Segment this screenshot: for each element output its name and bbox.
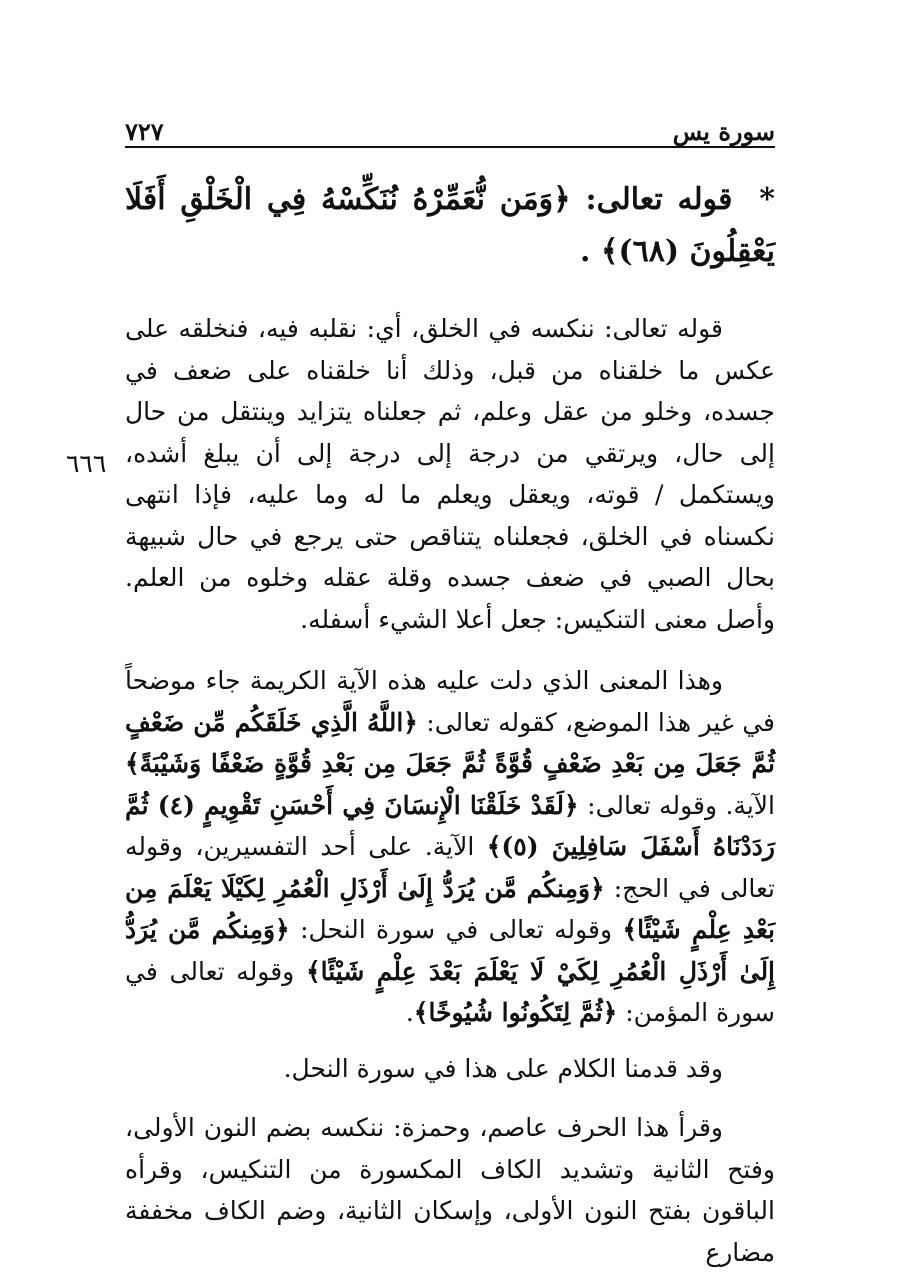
heading-end: . [579,234,591,269]
page-header [125,110,775,148]
p2-verse-3: ﴿وَمِنكُم مَّن يُرَدُّ إِلَىٰ أَرْذَلِ الْعُمُرِ لِكَيْلَا يَعْلَمَ مِن بَعْدِ عِلْمٍ شَيْئًا﴾ [125,873,775,944]
p2-verse-2: ﴿لَقَدْ خَلَقْنَا الْإِنسَانَ فِي أَحْسَنِ تَقْوِيمٍ (٤) ثُمَّ رَدَدْنَاهُ أَسْفَلَ سَافِلِينَ (٥)﴾ [125,790,776,861]
p2-verse-1: ﴿اللَّهُ الَّذِي خَلَقَكُم مِّن ضَعْفٍ ثُمَّ جَعَلَ مِن بَعْدِ ضَعْفٍ قُوَّةً ثُمَّ جَعَلَ مِن بَعْدِ قُوَّةٍ ضَعْفًا وَشَيْبَةً﴾ [125,707,775,778]
p2-text-3: الآية. على أحد التفسيرين، وقوله تعالى في الحج: [125,832,775,903]
surah-name: سورة يس [672,117,775,146]
p2-text-5: وقوله تعالى في سورة المؤمن: [125,956,775,1027]
p2-text-4: وقوله تعالى في سورة النحل: [300,915,613,944]
page-number: ٧٢٧ [125,117,164,146]
p2-verse-4: ﴿وَمِنكُم مَّن يُرَدُّ إِلَىٰ أَرْذَلِ الْعُمُرِ لِكَيْ لَا يَعْلَمَ بَعْدَ عِلْمٍ شَيْئًا﴾ [125,915,776,986]
heading-intro: قوله تعالى: [585,182,733,217]
paragraph-2 [125,660,775,1034]
paragraph-4: وقرأ هذا الحرف عاصم، وحمزة: ننكسه بضم النون الأولى، وفتح الثانية وتشديد الكاف المكسورة من التنكيس، وقرأه الباقون بفتح النون الأولى، وإسكان الثانية، وضم الكاف مخففة مضارع [125,1113,775,1267]
paragraph-3: وقد قدمنا الكلام على هذا في سورة النحل. [283,1053,723,1083]
margin-page-reference: ٦٦٦ [66,449,107,478]
p2-text-1: وهذا المعنى الذي دلت عليه هذه الآية الكريمة جاء موضحاً في غير هذا الموضع، كقوله تعالى: [125,666,775,737]
verse-heading [125,174,775,278]
paragraph-1: قوله تعالى: ننكسه في الخلق، أي: نقلبه فيه، فنخلقه على عكس ما خلقناه من قبل، وذلك أنا خلقناه على ضعف في جسده، وخلو من عقل وعلم، ثم جعلناه يتزايد وينتقل من حال إلى حال، ويرتقي من درجة إلى درجة إلى أن يبلغ أشده، ويستكمل / قوته، ويعقل ويعلم ما له وما عليه، فإذا انتهى نكسناه في الخلق، فجعلناه يتناقص حتى يرجع في حال شبيهة بحال الصبي في ضعف جسده وقلة عقله وخلوه من العلم. وأصل معنى التنكيس: جعل أعلا الشيء أسفله. [125,314,775,634]
book-page [125,110,775,1273]
bullet-marker: * [759,182,775,217]
heading-verse: ﴿وَمَن نُّعَمِّرْهُ نُنَكِّسْهُ فِي الْخَلْقِ أَفَلَا يَعْقِلُونَ (٦٨)﴾ [125,182,775,269]
p2-verse-5: ﴿ثُمَّ لِتَكُونُوا شُيُوخًا﴾ [413,998,618,1027]
p2-text-2: الآية. وقوله تعالى: [587,790,775,820]
p2-text-6: . [405,998,414,1027]
